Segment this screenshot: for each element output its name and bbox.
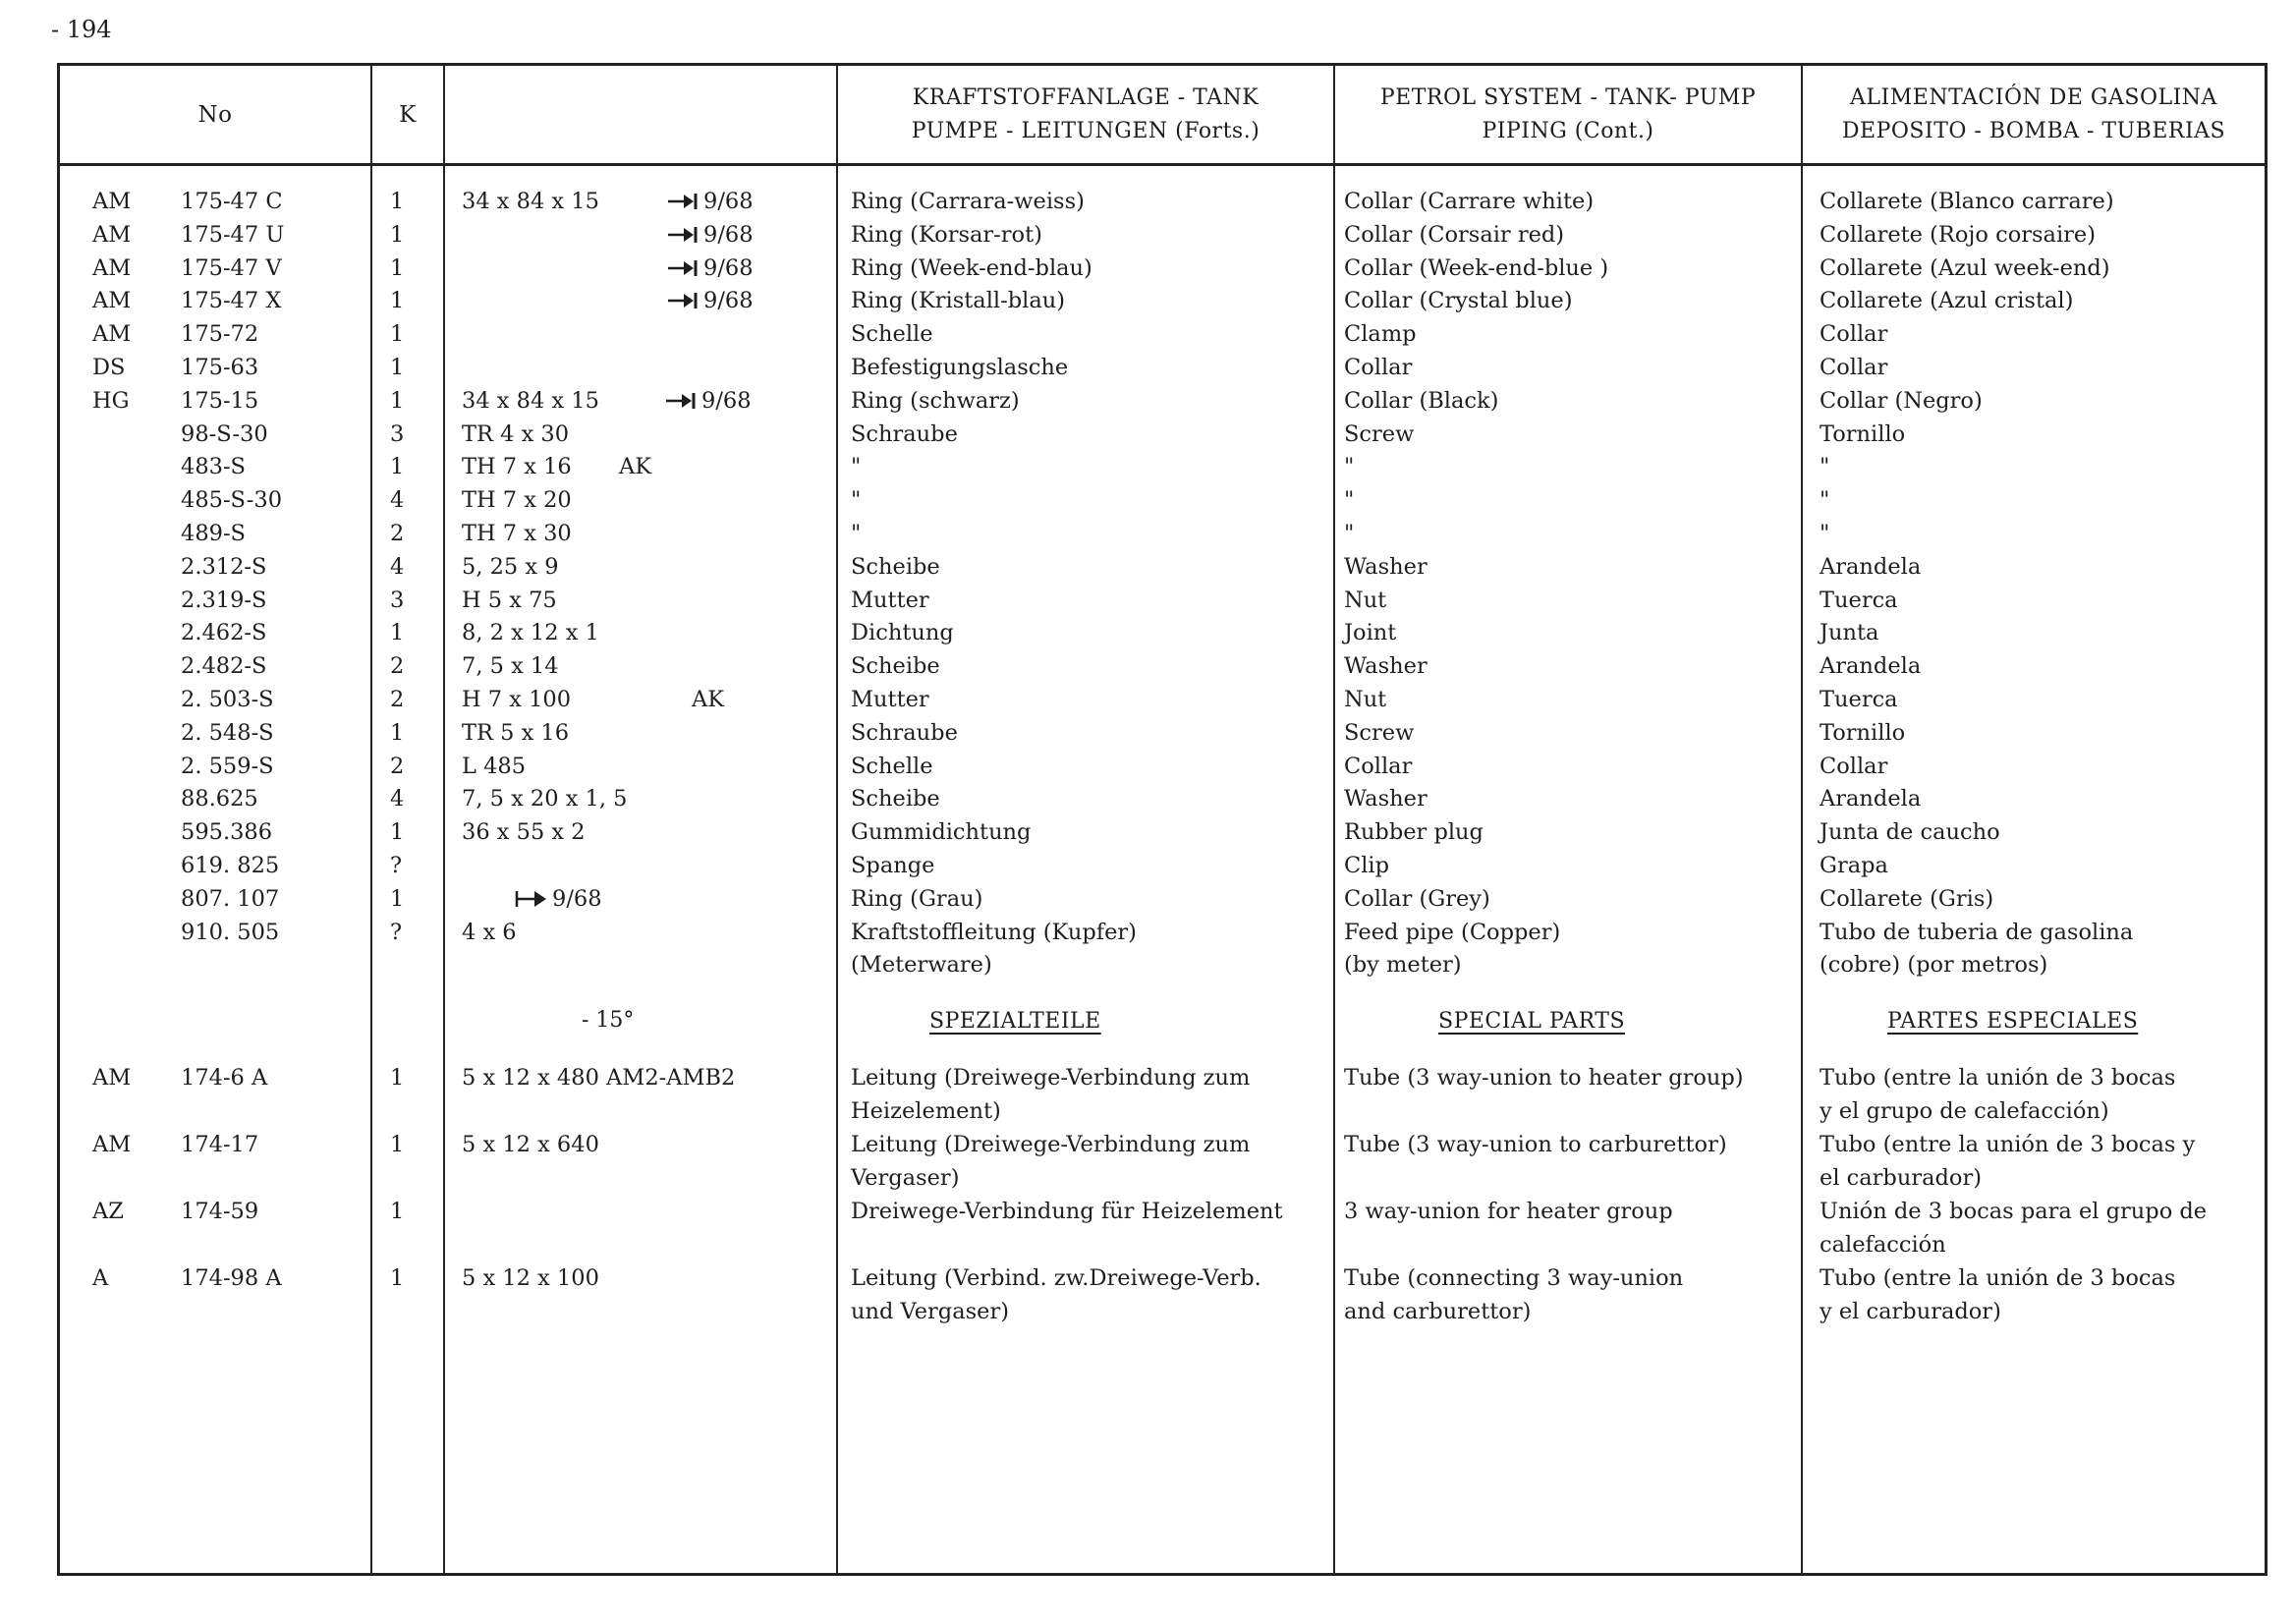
description-german: Scheibe	[851, 786, 940, 812]
quantity: 1	[390, 221, 405, 248]
section-title-german: SPEZIALTEILE	[929, 1009, 1101, 1034]
part-number: 2. 559-S	[181, 753, 274, 779]
description-english: Collar (Grey)	[1344, 885, 1490, 912]
dimensions: 36 x 55 x 2	[462, 819, 586, 846]
date-note	[666, 218, 754, 252]
description-spanish: Collar (Negro)	[1820, 387, 1983, 414]
column-divider-en	[1801, 63, 1803, 1576]
description-english: Washer	[1344, 786, 1428, 812]
description-spanish: Tornillo	[1820, 719, 1906, 746]
quantity: 1	[390, 387, 405, 414]
part-number: 175-15	[181, 387, 259, 414]
quantity: 1	[390, 1132, 405, 1157]
description-english: Screw	[1344, 420, 1415, 447]
description-english: Nut	[1344, 687, 1387, 712]
description-spanish: Collarete (Rojo corsaire)	[1820, 221, 2096, 248]
description-english: Collar (Corsair red)	[1344, 221, 1565, 248]
description-spanish: Collar	[1820, 355, 1888, 380]
part-number: 2.462-S	[181, 620, 267, 646]
quantity: 3	[390, 420, 405, 447]
date-note-text: 9/68	[703, 189, 754, 214]
quantity: 1	[390, 321, 405, 348]
part-number: 2. 503-S	[181, 687, 274, 712]
part-number: 174-6 A	[181, 1065, 268, 1091]
part-number: 88.625	[181, 786, 258, 812]
arrow-icon	[666, 225, 700, 245]
description-spanish-line: Unión de 3 bocas para el grupo de	[1820, 1199, 2208, 1224]
quantity: 2	[390, 753, 405, 779]
description-german-line: Heizelement)	[851, 1098, 1001, 1124]
quantity: 2	[390, 521, 405, 546]
part-prefix: AM	[92, 1065, 132, 1091]
description-spanish-line: calefacción	[1820, 1232, 1946, 1258]
part-number: 2. 548-S	[181, 719, 274, 746]
date-note	[666, 185, 754, 218]
description-spanish: Collarete (Blanco carrare)	[1820, 189, 2114, 214]
part-number: 2.319-S	[181, 587, 267, 613]
description-german: "	[851, 454, 862, 480]
quantity: ?	[390, 919, 403, 945]
date-note-text: 9/68	[703, 288, 754, 314]
dimensions: 5 x 12 x 100	[462, 1265, 599, 1291]
description-english: "	[1344, 454, 1355, 480]
description-german: Spange	[851, 853, 935, 878]
arrow-icon	[666, 258, 700, 278]
dimensions: 8, 2 x 12 x 1	[462, 620, 599, 646]
part-number: 483-S	[181, 454, 246, 480]
date-note-text: 9/68	[703, 221, 754, 248]
description-german: Ring (Carrara-weiss)	[851, 189, 1085, 214]
description-english: Feed pipe (Copper)	[1344, 919, 1561, 945]
part-prefix: A	[92, 1265, 109, 1291]
description-english: Collar (Carrare white)	[1344, 189, 1595, 214]
quantity: 2	[390, 687, 405, 712]
description-spanish-line: Tubo (entre la unión de 3 bocas	[1820, 1065, 2176, 1091]
description-german: Kraftstoffleitung (Kupfer)	[851, 919, 1137, 945]
description-spanish: "	[1820, 454, 1830, 480]
description-spanish: "	[1820, 521, 1830, 546]
description-english: "	[1344, 521, 1355, 546]
quantity: 1	[390, 288, 405, 314]
date-note-text: 9/68	[552, 885, 602, 912]
header-k: K	[399, 102, 417, 128]
header-german-line-2: PUMPE - LEITUNGEN (Forts.)	[911, 119, 1260, 143]
description-spanish: Tubo de tuberia de gasolina	[1820, 919, 2134, 945]
part-prefix: AM	[92, 189, 132, 214]
quantity: 1	[390, 620, 405, 646]
part-number: 619. 825	[181, 853, 280, 878]
description-spanish: Junta de caucho	[1820, 819, 2000, 846]
dimensions: H 7 x 100	[462, 687, 572, 712]
description-spanish: Junta	[1820, 620, 1879, 646]
dimensions: H 5 x 75	[462, 587, 557, 613]
description-english-line: 3 way-union for heater group	[1344, 1199, 1673, 1224]
description-german: Dichtung	[851, 620, 954, 646]
part-number: 2.482-S	[181, 653, 267, 680]
header-spanish	[1803, 69, 2265, 161]
quantity: 1	[390, 819, 405, 846]
description-english: Clip	[1344, 853, 1390, 878]
quantity: 4	[390, 487, 405, 514]
description-spanish: Collar	[1820, 753, 1888, 779]
part-number: 175-72	[181, 321, 259, 348]
part-number: 2.312-S	[181, 553, 267, 580]
description-spanish: Grapa	[1820, 853, 1888, 878]
dimensions: 7, 5 x 14	[462, 653, 559, 680]
header-english-line-1: PETROL SYSTEM - TANK- PUMP	[1379, 85, 1757, 110]
description-english: Rubber plug	[1344, 819, 1484, 846]
description-german: Ring (Week-end-blau)	[851, 254, 1092, 281]
description-english: Clamp	[1344, 321, 1417, 348]
part-number: 174-98 A	[181, 1265, 282, 1291]
column-divider-k	[443, 63, 445, 1576]
quantity: 2	[390, 653, 405, 680]
dimensions: TH 7 x 16	[462, 454, 572, 480]
description-german: Gummidichtung	[851, 819, 1032, 846]
part-prefix: AM	[92, 288, 132, 314]
description-english-line: Tube (3 way-union to heater group)	[1344, 1065, 1744, 1091]
quantity: 1	[390, 189, 405, 214]
dimensions: 5, 25 x 9	[462, 553, 559, 580]
date-note	[664, 384, 752, 418]
part-number: 174-17	[181, 1132, 259, 1157]
description-english-line: Tube (3 way-union to carburettor)	[1344, 1132, 1727, 1157]
quantity: 1	[390, 1065, 405, 1091]
quantity: 4	[390, 553, 405, 580]
description-german-line: Leitung (Verbind. zw.Dreiwege-Verb.	[851, 1265, 1261, 1291]
part-number: 175-47 C	[181, 189, 283, 214]
quantity: 3	[390, 587, 405, 613]
dimensions: TR 5 x 16	[462, 719, 570, 746]
description-spanish: Tornillo	[1820, 420, 1906, 447]
quantity: 1	[390, 254, 405, 281]
description-german-line: Dreiwege-Verbindung für Heizelement	[851, 1199, 1283, 1224]
part-number: 98-S-30	[181, 420, 268, 447]
part-number: 174-59	[181, 1199, 259, 1224]
section-title-spanish: PARTES ESPECIALES	[1887, 1009, 2139, 1034]
description-spanish: Collarete (Azul week-end)	[1820, 254, 2110, 281]
part-number: 807. 107	[181, 885, 280, 912]
date-note-text: 9/68	[701, 387, 752, 414]
description-spanish: Tuerca	[1820, 687, 1898, 712]
description-spanish: Collarete (Gris)	[1820, 885, 1994, 912]
description-spanish-line: y el carburador)	[1820, 1299, 2001, 1324]
date-note-text: 9/68	[703, 254, 754, 281]
description-spanish: "	[1820, 487, 1830, 514]
description-german: Scheibe	[851, 553, 940, 580]
description-german-line: und Vergaser)	[851, 1299, 1010, 1324]
dimensions: 4 x 6	[462, 919, 517, 945]
description-german: Mutter	[851, 687, 929, 712]
arrow-icon	[666, 291, 700, 310]
description-spanish: Tuerca	[1820, 587, 1898, 613]
description-german: Ring (schwarz)	[851, 387, 1020, 414]
quantity: 1	[390, 355, 405, 380]
header-german-line-1: KRAFTSTOFFANLAGE - TANK	[912, 85, 1260, 110]
description-german-line: Leitung (Dreiwege-Verbindung zum	[851, 1065, 1251, 1091]
part-prefix: AZ	[92, 1199, 124, 1224]
description-spanish-line: Tubo (entre la unión de 3 bocas y	[1820, 1132, 2196, 1157]
description-spanish: (cobre) (por metros)	[1820, 952, 2048, 979]
date-note	[666, 252, 754, 285]
description-german: Befestigungslasche	[851, 355, 1069, 380]
description-german: (Meterware)	[851, 952, 992, 979]
description-german: Schraube	[851, 719, 958, 746]
column-divider-de	[1333, 63, 1335, 1576]
quantity: 4	[390, 786, 405, 812]
description-german: Scheibe	[851, 653, 940, 680]
description-english: Nut	[1344, 587, 1387, 613]
quantity: 1	[390, 454, 405, 480]
description-german: Schelle	[851, 321, 933, 348]
date-note	[666, 284, 754, 317]
part-prefix: AM	[92, 321, 132, 348]
description-spanish: Arandela	[1820, 786, 1922, 812]
ak-mark: AK	[692, 687, 725, 712]
description-german: Schraube	[851, 420, 958, 447]
part-number: 485-S-30	[181, 487, 283, 514]
date-note	[515, 882, 602, 916]
description-spanish: Collar	[1820, 321, 1888, 348]
description-english: Collar (Week-end-blue )	[1344, 254, 1609, 281]
part-prefix: AM	[92, 221, 132, 248]
description-english: Screw	[1344, 719, 1415, 746]
description-english: Collar	[1344, 753, 1413, 779]
part-number: 489-S	[181, 521, 246, 546]
dimensions: 5 x 12 x 480 AM2-AMB2	[462, 1065, 736, 1091]
part-prefix: AM	[92, 254, 132, 281]
part-number: 175-47 U	[181, 221, 285, 248]
description-german-line: Leitung (Dreiwege-Verbindung zum	[851, 1132, 1251, 1157]
dimensions: TH 7 x 20	[462, 487, 572, 514]
dimensions: 34 x 84 x 15	[462, 189, 599, 214]
description-german: Ring (Grau)	[851, 885, 983, 912]
part-number: 595.386	[181, 819, 273, 846]
description-spanish-line: el carburador)	[1820, 1165, 1982, 1191]
header-no: No	[197, 102, 233, 128]
description-german: Ring (Kristall-blau)	[851, 288, 1066, 314]
header-divider	[57, 163, 2268, 166]
temperature-note: - 15°	[582, 1008, 635, 1033]
description-english: Collar (Black)	[1344, 387, 1499, 414]
part-prefix: AM	[92, 1132, 132, 1157]
description-spanish: Collarete (Azul cristal)	[1820, 288, 2074, 314]
description-spanish: Arandela	[1820, 553, 1922, 580]
description-spanish: Arandela	[1820, 653, 1922, 680]
dimensions: 7, 5 x 20 x 1, 5	[462, 786, 628, 812]
description-english: Washer	[1344, 553, 1428, 580]
quantity: 1	[390, 1265, 405, 1291]
part-number: 175-47 V	[181, 254, 282, 281]
part-number: 175-47 X	[181, 288, 282, 314]
section-title-english: SPECIAL PARTS	[1438, 1009, 1626, 1034]
description-english-line: and carburettor)	[1344, 1299, 1532, 1324]
description-german: "	[851, 521, 862, 546]
quantity: 1	[390, 1199, 405, 1224]
description-german-line: Vergaser)	[851, 1165, 960, 1191]
description-spanish-line: Tubo (entre la unión de 3 bocas	[1820, 1265, 2176, 1291]
description-english: Collar (Crystal blue)	[1344, 288, 1573, 314]
arrow-icon	[666, 192, 700, 211]
ak-mark: AK	[619, 454, 652, 480]
header-german	[838, 69, 1333, 161]
header-spanish-line-1: ALIMENTACIÓN DE GASOLINA	[1850, 85, 2217, 110]
description-spanish-line: y el grupo de calefacción)	[1820, 1098, 2109, 1124]
column-divider-no	[370, 63, 372, 1576]
quantity: ?	[390, 853, 403, 878]
arrow-icon	[664, 391, 698, 411]
description-german: Mutter	[851, 587, 929, 613]
description-english-line: Tube (connecting 3 way-union	[1344, 1265, 1684, 1291]
header-english	[1335, 69, 1801, 161]
dimensions: L 485	[462, 753, 527, 779]
description-english: Joint	[1344, 620, 1397, 646]
quantity: 1	[390, 719, 405, 746]
part-prefix: DS	[92, 355, 126, 380]
description-english: Collar	[1344, 355, 1413, 380]
dimensions: 34 x 84 x 15	[462, 387, 599, 414]
part-prefix: HG	[92, 387, 130, 414]
header-english-line-2: PIPING (Cont.)	[1482, 119, 1654, 143]
description-german: "	[851, 487, 862, 514]
description-english: Washer	[1344, 653, 1428, 680]
dimensions: TR 4 x 30	[462, 420, 570, 447]
page-number: - 194	[51, 16, 112, 43]
description-english: "	[1344, 487, 1355, 514]
part-number: 175-63	[181, 355, 259, 380]
part-number: 910. 505	[181, 919, 280, 945]
column-divider-dim	[836, 63, 838, 1576]
arrow-icon	[515, 889, 548, 909]
header-spanish-line-2: DEPOSITO - BOMBA - TUBERIAS	[1841, 119, 2226, 143]
dimensions: 5 x 12 x 640	[462, 1132, 599, 1157]
description-german: Schelle	[851, 753, 933, 779]
description-english: (by meter)	[1344, 952, 1462, 979]
quantity: 1	[390, 885, 405, 912]
description-german: Ring (Korsar-rot)	[851, 221, 1042, 248]
dimensions: TH 7 x 30	[462, 521, 572, 546]
